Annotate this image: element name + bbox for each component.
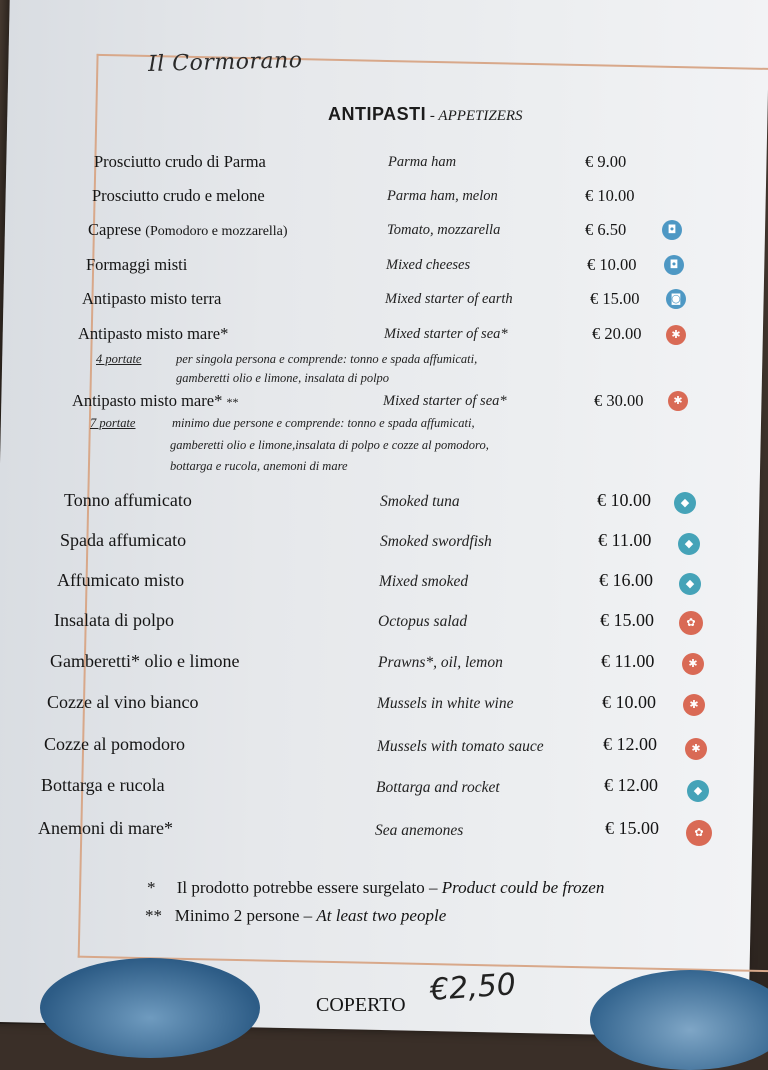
section-title-sep: - bbox=[426, 108, 439, 124]
footnote-en: At least two people bbox=[316, 906, 447, 925]
menu-item bbox=[0, 255, 768, 287]
item-name-en: Mussels in white wine bbox=[377, 695, 514, 712]
item-name-it: Anemoni di mare* bbox=[38, 818, 173, 838]
shellfish-icon: ✱ bbox=[666, 325, 686, 345]
footnote-it: Minimo 2 persone – bbox=[174, 906, 317, 925]
item-price: € 15.00 bbox=[600, 610, 654, 630]
note-line: gamberetti olio e limone,insalata di polpo e cozze al pomodoro, bbox=[170, 438, 489, 452]
item-name-it: Tonno affumicato bbox=[64, 490, 192, 510]
note-line: bottarga e rucola, anemoni di mare bbox=[170, 459, 348, 473]
item-name-it bbox=[88, 220, 288, 240]
fish-icon: ◆ bbox=[674, 492, 696, 514]
item-name-it: Formaggi misti bbox=[86, 255, 188, 274]
menu-item bbox=[0, 651, 768, 683]
sea-illustration bbox=[40, 958, 260, 1058]
crustacean-icon: ✱ bbox=[685, 738, 707, 760]
item-name-en: Parma ham, melon bbox=[387, 188, 498, 204]
fish-icon: ◆ bbox=[687, 780, 709, 802]
note-label bbox=[90, 416, 135, 431]
shellfish-icon: ✱ bbox=[683, 694, 705, 716]
item-price: € 30.00 bbox=[594, 391, 644, 410]
mollusc-icon: ✿ bbox=[686, 820, 712, 846]
item-name-en: Mixed starter of sea* bbox=[383, 393, 507, 409]
fish-icon: ◆ bbox=[678, 533, 700, 555]
item-name-it: Antipasto misto terra bbox=[82, 289, 222, 308]
item-name-en: Bottarga and rocket bbox=[376, 779, 500, 796]
note-line: per singola persona e comprende: tonno e spada affumicati, bbox=[176, 352, 478, 366]
item-name-en: Mixed cheeses bbox=[386, 257, 471, 273]
menu-item bbox=[0, 818, 768, 850]
item-price: € 16.00 bbox=[599, 570, 653, 590]
menu-item bbox=[0, 530, 768, 562]
footnote-it: Il prodotto potrebbe essere surgelato – bbox=[176, 878, 442, 897]
item-price: € 15.00 bbox=[605, 818, 659, 838]
item-name-en: Octopus salad bbox=[378, 613, 468, 630]
shellfish-icon: ✱ bbox=[668, 391, 688, 411]
item-name-en: Mixed starter of sea* bbox=[384, 326, 508, 342]
item-price: € 6.50 bbox=[585, 220, 627, 239]
item-name-it: Cozze al pomodoro bbox=[44, 734, 185, 754]
cheese-icon: ◘ bbox=[662, 220, 682, 240]
menu-item bbox=[0, 186, 768, 218]
footnote-mark: * bbox=[147, 878, 156, 897]
item-name-it: Insalata di polpo bbox=[54, 610, 174, 630]
item-price: € 15.00 bbox=[590, 289, 640, 308]
item-price: € 12.00 bbox=[603, 734, 657, 754]
menu-item bbox=[0, 289, 768, 321]
item-name-it-note: ** bbox=[226, 395, 239, 409]
menu-item bbox=[0, 152, 768, 184]
item-name-it-note: (Pomodoro e mozzarella) bbox=[145, 224, 288, 239]
item-name-en: Smoked tuna bbox=[380, 493, 460, 510]
item-name-it-main: Caprese bbox=[88, 220, 142, 239]
sea-illustration bbox=[590, 970, 768, 1070]
mollusc-icon: ✿ bbox=[679, 611, 703, 635]
note-label bbox=[96, 352, 141, 367]
item-price: € 10.00 bbox=[597, 490, 651, 510]
item-name-it: Spada affumicato bbox=[60, 530, 187, 550]
item-price: € 10.00 bbox=[602, 692, 656, 712]
coperto-handwritten-price: €2,50 bbox=[428, 967, 518, 1008]
note-label-text: 7 portate bbox=[90, 416, 136, 430]
item-name-en: Mixed smoked bbox=[379, 573, 469, 590]
item-price: € 9.00 bbox=[585, 152, 627, 171]
item-price: € 11.00 bbox=[601, 651, 655, 671]
note-line: minimo due persone e comprende: tonno e spada affumicati, bbox=[172, 416, 475, 430]
menu-item bbox=[0, 734, 768, 766]
item-price: € 10.00 bbox=[585, 186, 635, 205]
menu-item bbox=[0, 490, 768, 522]
fish-icon: ◆ bbox=[679, 573, 701, 595]
menu-item bbox=[0, 220, 768, 252]
item-price: € 12.00 bbox=[604, 775, 658, 795]
footnote-en: Product could be frozen bbox=[441, 878, 605, 897]
item-name-it: Antipasto misto mare* bbox=[78, 324, 229, 343]
footnote bbox=[147, 878, 604, 898]
item-name-it: Prosciutto crudo e melone bbox=[92, 186, 265, 205]
section-title-it: ANTIPASTI bbox=[328, 104, 427, 124]
item-price: € 10.00 bbox=[587, 255, 637, 274]
item-name-en: Prawns*, oil, lemon bbox=[378, 654, 503, 671]
section-title-en: APPETIZERS bbox=[438, 108, 523, 124]
coperto-label: COPERTO bbox=[316, 994, 406, 1016]
item-name-en: Mussels with tomato sauce bbox=[377, 738, 544, 755]
item-name-it: Affumicato misto bbox=[57, 570, 185, 590]
item-name-en: Smoked swordfish bbox=[380, 533, 492, 550]
item-name-en: Tomato, mozzarella bbox=[387, 222, 501, 238]
menu-item bbox=[0, 570, 768, 602]
item-price: € 11.00 bbox=[598, 530, 652, 550]
item-name-en: Parma ham bbox=[388, 154, 457, 170]
item-price: € 20.00 bbox=[592, 324, 642, 343]
note-line: gamberetti olio e limone, insalata di polpo bbox=[176, 371, 390, 385]
item-name-it: Bottarga e rucola bbox=[41, 775, 165, 795]
section-heading bbox=[328, 104, 523, 125]
item-name-en: Mixed starter of earth bbox=[385, 291, 513, 307]
crustacean-icon: ✱ bbox=[682, 653, 704, 675]
meat-icon: ◙ bbox=[666, 289, 686, 309]
item-name-it: Cozze al vino bianco bbox=[47, 692, 199, 712]
item-name-it: Prosciutto crudo di Parma bbox=[94, 152, 266, 171]
item-name-it-main: Antipasto misto mare* bbox=[72, 391, 223, 410]
restaurant-name: Il Cormorano bbox=[147, 47, 303, 78]
item-name-en: Sea anemones bbox=[375, 822, 464, 839]
footnote-mark: ** bbox=[145, 906, 162, 925]
item-name-it: Gamberetti* olio e limone bbox=[50, 651, 240, 671]
menu-item bbox=[0, 610, 768, 642]
cheese-icon: ◘ bbox=[664, 255, 684, 275]
menu-item bbox=[0, 692, 768, 724]
note-label-text: 4 portate bbox=[96, 352, 142, 366]
item-name-it bbox=[72, 391, 238, 411]
footnote bbox=[145, 906, 446, 926]
menu-item bbox=[0, 775, 768, 807]
